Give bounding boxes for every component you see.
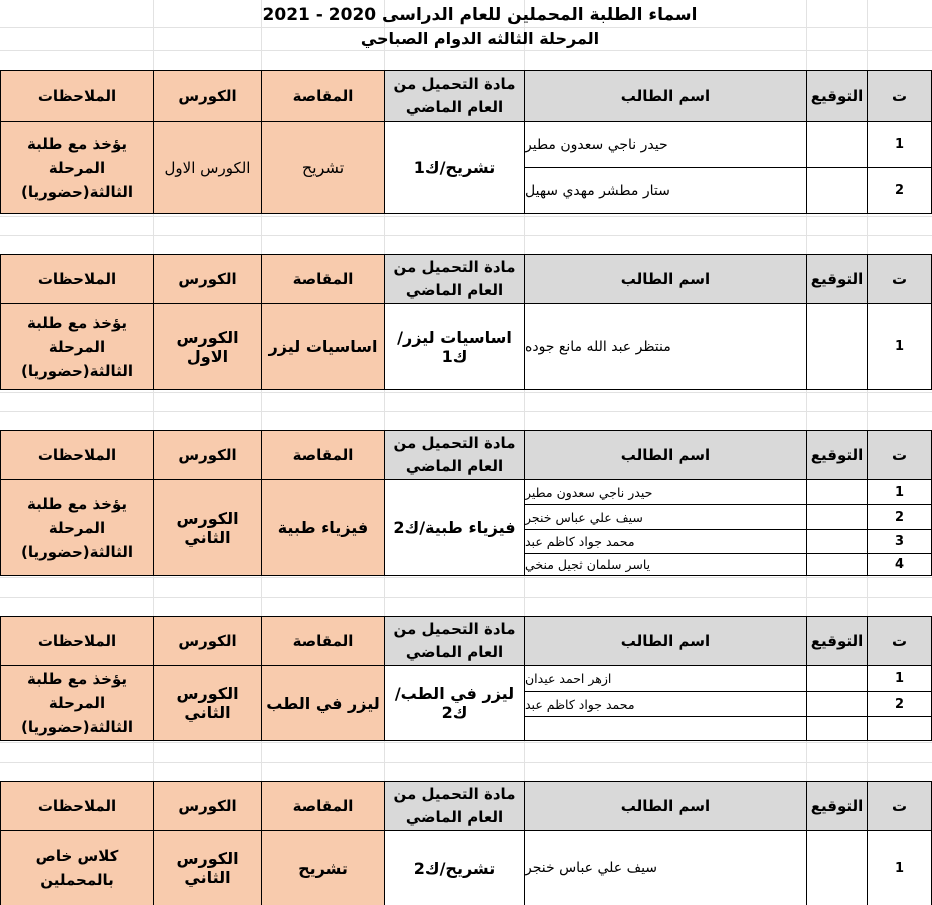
header-signature: التوقيع xyxy=(806,430,868,480)
signature-cell xyxy=(806,121,868,168)
row-number: 1 xyxy=(867,830,932,905)
header-subject: مادة التحميل من العام الماضي xyxy=(384,70,525,122)
header-course: الكورس xyxy=(153,70,262,122)
header-student-name: اسم الطالب xyxy=(524,254,807,304)
header-student-name: اسم الطالب xyxy=(524,70,807,122)
row-number: 3 xyxy=(867,529,932,554)
header-number: ت xyxy=(867,430,932,480)
student-name: منتظر عبد الله مانع جوده xyxy=(524,303,807,390)
row-number: 2 xyxy=(867,504,932,530)
row-number: 1 xyxy=(867,303,932,390)
header-equivalence: المقاصة xyxy=(261,781,385,831)
header-number: ت xyxy=(867,616,932,666)
page-title: اسماء الطلبة المحملين للعام الدراسى 2020 - 2021 xyxy=(262,5,698,25)
row-number: 1 xyxy=(867,665,932,692)
header-notes: الملاحظات xyxy=(0,781,154,831)
row-number: 1 xyxy=(867,479,932,505)
notes-cell: يؤخذ مع طلبة المرحلة الثالثة(حضوريا) xyxy=(0,121,154,214)
student-name xyxy=(524,716,807,741)
signature-cell xyxy=(806,665,868,692)
signature-cell xyxy=(806,504,868,530)
header-equivalence: المقاصة xyxy=(261,430,385,480)
subject-cell: اساسيات ليزر/ك1 xyxy=(384,303,525,390)
student-name: محمد جواد كاظم عبد xyxy=(524,691,807,717)
student-name: محمد جواد كاظم عبد xyxy=(524,529,807,554)
notes-cell: يؤخذ مع طلبة المرحلة الثالثة(حضوريا) xyxy=(0,665,154,741)
header-equivalence: المقاصة xyxy=(261,254,385,304)
signature-cell xyxy=(806,830,868,905)
page-subtitle: المرحلة الثالثه الدوام الصباحي xyxy=(360,29,600,48)
row-number: 1 xyxy=(867,121,932,168)
course-cell: الكورس الاول xyxy=(153,303,262,390)
signature-cell xyxy=(806,167,868,214)
student-name: سيف علي عباس خنجر xyxy=(524,830,807,905)
equivalence-cell: تشريح xyxy=(261,121,385,214)
header-equivalence: المقاصة xyxy=(261,616,385,666)
notes-cell: يؤخذ مع طلبة المرحلة الثالثة(حضوريا) xyxy=(0,303,154,390)
signature-cell xyxy=(806,716,868,741)
course-cell: الكورس الثاني xyxy=(153,479,262,576)
header-notes: الملاحظات xyxy=(0,70,154,122)
header-subject: مادة التحميل من العام الماضي xyxy=(384,254,525,304)
header-number: ت xyxy=(867,781,932,831)
subject-cell: تشريح/ك1 xyxy=(384,121,525,214)
course-cell: الكورس الثاني xyxy=(153,665,262,741)
header-course: الكورس xyxy=(153,616,262,666)
notes-cell: كلاس خاص بالمحملين xyxy=(0,830,154,905)
student-name: حيدر ناجي سعدون مطير xyxy=(524,479,807,505)
equivalence-cell: تشريح xyxy=(261,830,385,905)
course-cell: الكورس الاول xyxy=(153,121,262,214)
equivalence-cell: اساسيات ليزر xyxy=(261,303,385,390)
signature-cell xyxy=(806,479,868,505)
header-notes: الملاحظات xyxy=(0,254,154,304)
row-number: 2 xyxy=(867,691,932,717)
header-signature: التوقيع xyxy=(806,70,868,122)
signature-cell xyxy=(806,553,868,576)
header-notes: الملاحظات xyxy=(0,616,154,666)
student-name: حيدر ناجي سعدون مطير xyxy=(524,121,807,168)
header-signature: التوقيع xyxy=(806,616,868,666)
notes-cell: يؤخذ مع طلبة المرحلة الثالثة(حضوريا) xyxy=(0,479,154,576)
equivalence-cell: ليزر في الطب xyxy=(261,665,385,741)
signature-cell xyxy=(806,529,868,554)
subject-cell: فيزياء طبية/ك2 xyxy=(384,479,525,576)
signature-cell xyxy=(806,303,868,390)
header-student-name: اسم الطالب xyxy=(524,616,807,666)
row-number: 4 xyxy=(867,553,932,576)
header-subject: مادة التحميل من العام الماضي xyxy=(384,781,525,831)
header-signature: التوقيع xyxy=(806,781,868,831)
course-cell: الكورس الثاني xyxy=(153,830,262,905)
header-student-name: اسم الطالب xyxy=(524,430,807,480)
header-number: ت xyxy=(867,70,932,122)
header-number: ت xyxy=(867,254,932,304)
header-course: الكورس xyxy=(153,254,262,304)
header-equivalence: المقاصة xyxy=(261,70,385,122)
student-name: ازهر احمد عيدان xyxy=(524,665,807,692)
header-signature: التوقيع xyxy=(806,254,868,304)
header-subject: مادة التحميل من العام الماضي xyxy=(384,430,525,480)
header-course: الكورس xyxy=(153,781,262,831)
student-name: سيف علي عباس خنجر xyxy=(524,504,807,530)
header-subject: مادة التحميل من العام الماضي xyxy=(384,616,525,666)
row-number xyxy=(867,716,932,741)
subject-cell: تشريح/ك2 xyxy=(384,830,525,905)
header-student-name: اسم الطالب xyxy=(524,781,807,831)
equivalence-cell: فيزياء طبية xyxy=(261,479,385,576)
row-number: 2 xyxy=(867,167,932,214)
student-name: ستار مطشر مهدي سهيل xyxy=(524,167,807,214)
subject-cell: ليزر في الطب/ك2 xyxy=(384,665,525,741)
header-notes: الملاحظات xyxy=(0,430,154,480)
signature-cell xyxy=(806,691,868,717)
header-course: الكورس xyxy=(153,430,262,480)
student-name: ياسر سلمان ثجيل منخي xyxy=(524,553,807,576)
